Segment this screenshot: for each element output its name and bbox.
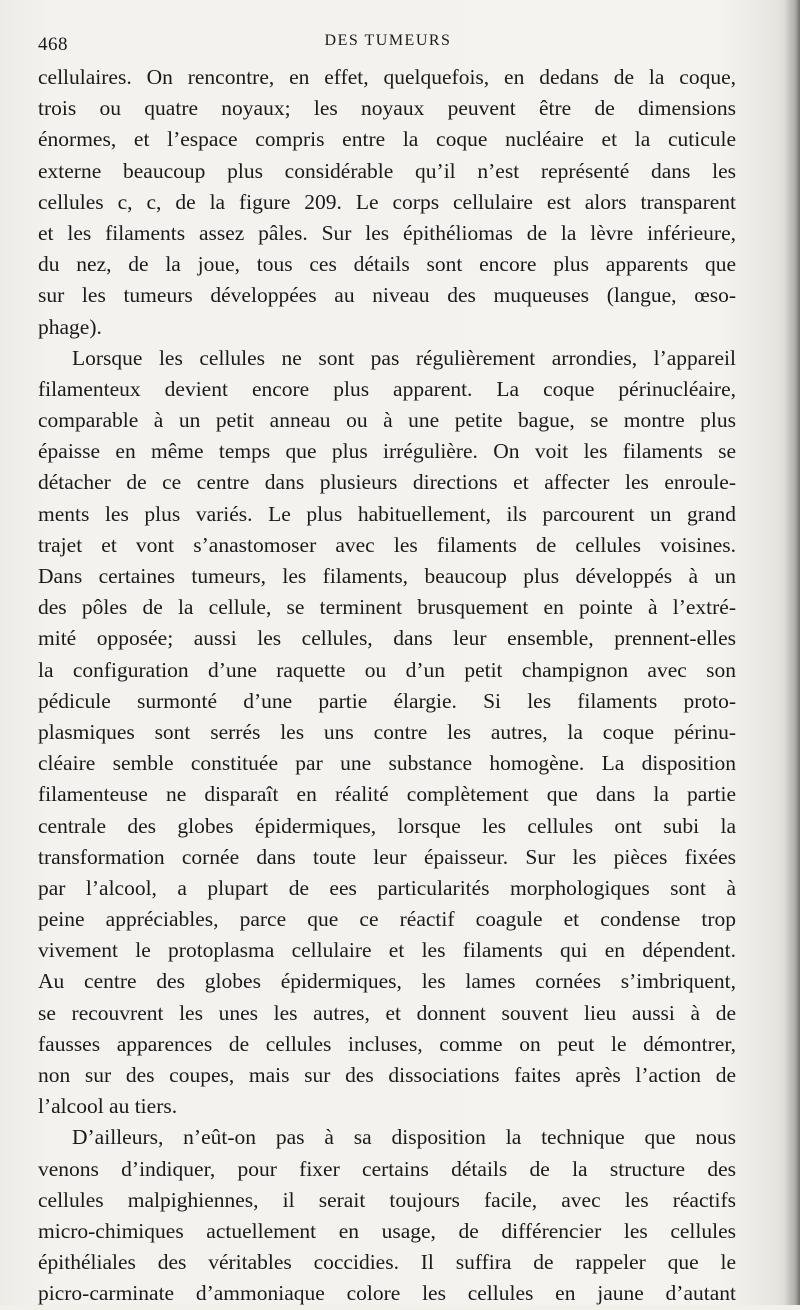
text-line: transformation cornée dans toute leur épaisseur. Sur les pièces fixées [38,844,736,869]
text-line: cellulaires. On rencontre, en effet, quelquefois, en dedans de la coque, [38,65,736,89]
text-line: comparable à un petit anneau ou à une petite bague, se montre plus [38,408,736,433]
text-line: trajet et vont s’anastomoser avec les filaments de cellules voisines. [38,532,736,557]
body-text [38,62,736,1310]
text-line: des pôles de la cellule, se terminent brusquement en pointe à l’extré- [38,595,736,620]
text-line: centrale des globes épidermiques, lorsque les cellules ont subi la [38,813,736,838]
page-number: 468 [38,34,68,55]
text-line: épithéliales des véritables coccidies. Il suffira de rappeler que le [38,1250,736,1275]
text-line: du nez, de la joue, tous ces détails sont encore plus apparents que [38,252,736,277]
text-line: sur les tumeurs développées au niveau des muqueuses (langue, œso- [38,283,736,308]
text-line: Dans certaines tumeurs, les filaments, beaucoup plus développés à un [38,564,736,588]
text-line: épaisse en même temps que plus irrégulière. On voit les filaments se [38,439,736,464]
text-line: ments les plus variés. Le plus habituellement, ils parcourent un grand [38,501,736,526]
text-line: cellules malpighiennes, il serait toujours facile, avec les réactifs [38,1187,736,1212]
text-line: détacher de ce centre dans plusieurs directions et affecter les enroule- [38,470,736,495]
page-edge-shadow [784,0,800,1305]
text-line: Au centre des globes épidermiques, les lames cornées s’imbriquent, [38,969,736,994]
text-line: et les filaments assez pâles. Sur les épithéliomas de la lèvre inférieure, [38,220,736,245]
text-line: l’alcool au tiers. [38,1094,178,1119]
text-line: externe beaucoup plus considérable qu’il n’est représenté dans les [38,158,736,183]
text-line: pédicule surmonté d’une partie élargie. Si les filaments proto- [38,688,736,713]
text-line: Lorsque les cellules ne sont pas régulièrement arrondies, l’appareil [72,345,736,370]
text-line: plasmiques sont serrés les uns contre les autres, la coque périnu- [38,719,736,744]
text-line: cléaire semble constituée par une substance homogène. La disposition [38,751,736,776]
text-line: fausses apparences de cellules incluses, comme on peut le démontrer, [38,1031,736,1056]
text-line: phage). [38,314,102,339]
running-title: DES TUMEURS [324,32,452,49]
text-line: non sur des coupes, mais sur des dissociations faites après l’action de [38,1063,736,1087]
text-line: peine appréciables, parce que ce réactif coagule et condense trop [38,907,736,932]
text-line: par l’alcool, a plupart de ees particularités morphologiques sont à [38,875,736,900]
text-line: cellules c, c, de la figure 209. Le corps cellulaire est alors transparent [38,189,736,214]
text-line: filamenteux devient encore plus apparent. La coque périnucléaire, [38,376,736,401]
text-line: venons d’indiquer, pour fixer certains détails de la structure des [38,1156,736,1181]
text-line: la configuration d’une raquette ou d’un petit champignon avec son [38,657,736,682]
text-line: mité opposée; aussi les cellules, dans leur ensemble, prennent-elles [38,626,736,651]
text-line: vivement le protoplasma cellulaire et les filaments qui en dépendent. [38,938,736,963]
text-line: filamenteuse ne disparaît en réalité complètement que dans la partie [38,782,736,807]
text-line: trois ou quatre noyaux; les noyaux peuvent être de dimensions [38,96,736,121]
text-line: D’ailleurs, n’eût-on pas à sa disposition la technique que nous [72,1125,736,1150]
running-head [38,30,738,60]
text-line: picro-carminate d’ammoniaque colore les cellules en jaune d’autant [38,1281,736,1306]
text-line: énormes, et l’espace compris entre la coque nucléaire et la cuticule [38,127,736,152]
text-line: se recouvrent les unes les autres, et donnent souvent lieu aussi à de [38,1000,736,1025]
text-line: micro-chimiques actuellement en usage, de différencier les cellules [38,1218,736,1243]
